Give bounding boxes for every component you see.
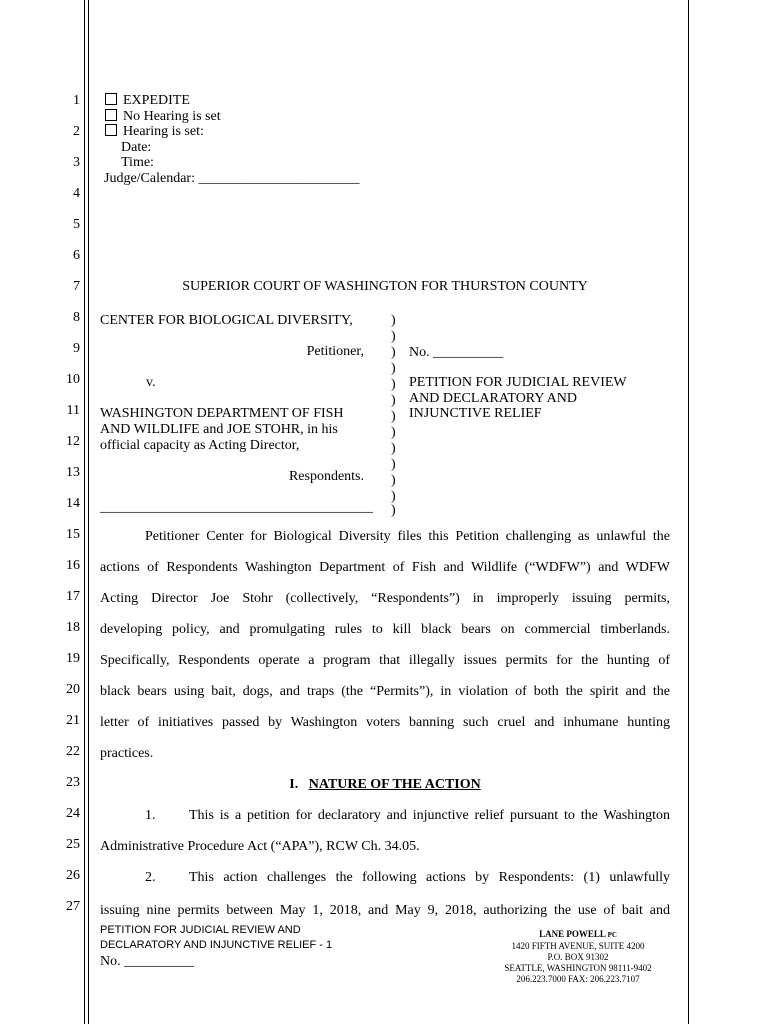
firm-address: 1420 FIFTH AVENUE, SUITE 4200 (511, 941, 645, 951)
caption-paren: ) (391, 489, 396, 504)
line-number: 15 (66, 527, 80, 542)
line-number: 11 (66, 403, 80, 418)
intro-line: letter of initiatives passed by Washington voters banning such cruel and inhumane hunting (100, 715, 670, 730)
caption-paren: ) (391, 473, 396, 488)
footer-document-caption: PETITION FOR JUDICIAL REVIEW AND DECLARATORY AND INJUNCTIVE RELIEF - 1 No. __________ (100, 924, 333, 969)
caption-paren: ) (391, 425, 396, 440)
caption-paren: ) (391, 393, 396, 408)
hearing-date: Date: (121, 140, 152, 155)
intro-line: actions of Respondents Washington Department of Fish and Wildlife (“WDFW”) and WDFW (100, 560, 670, 575)
checkbox-icon (105, 124, 117, 136)
line-number: 23 (66, 775, 80, 790)
line-number: 7 (73, 279, 80, 294)
caption-paren: ) (391, 409, 396, 424)
versus: v. (146, 375, 156, 390)
paragraph-number: 1. (145, 808, 156, 823)
case-number: No. __________ (409, 345, 504, 360)
caption-paren: ) (391, 313, 396, 328)
line-number: 20 (66, 682, 80, 697)
line-number: 16 (66, 558, 80, 573)
document-title-line: PETITION FOR JUDICIAL REVIEW (409, 375, 627, 390)
footer-firm-block (480, 929, 676, 985)
paragraph-line: This is a petition for declaratory and injunctive relief pursuant to the Washington (189, 808, 670, 823)
intro-line: Petitioner Center for Biological Diversity files this Petition challenging as unlawful the (145, 529, 670, 544)
caption-paren: ) (391, 377, 396, 392)
right-margin-rule (688, 0, 689, 1024)
respondent-name-line: AND WILDLIFE and JOE STOHR, in his (100, 422, 338, 437)
line-number: 17 (66, 589, 80, 604)
paragraph-number: 2. (145, 870, 156, 885)
left-margin-rule-outer (84, 0, 85, 1024)
intro-line: Specifically, Respondents operate a program that illegally issues permits for the hunting of (100, 653, 670, 668)
document-title-line: INJUNCTIVE RELIEF (409, 406, 542, 421)
caption-paren: ) (391, 441, 396, 456)
line-number: 25 (66, 837, 80, 852)
line-number: 21 (66, 713, 80, 728)
section-heading: I. NATURE OF THE ACTION (289, 777, 481, 792)
line-number: 5 (73, 217, 80, 232)
caption-paren: ) (391, 361, 396, 376)
caption-paren: ) (391, 503, 396, 518)
line-number: 4 (73, 186, 80, 201)
line-number: 18 (66, 620, 80, 635)
respondent-name-line: official capacity as Acting Director, (100, 438, 300, 453)
hearing-time: Time: (121, 155, 154, 170)
caption-paren: ) (391, 329, 396, 344)
paragraph-line: Administrative Procedure Act (“APA”), RCW Ch. 34.05. (100, 839, 420, 854)
line-number: 2 (73, 124, 80, 139)
line-number: 8 (73, 310, 80, 325)
court-title: SUPERIOR COURT OF WASHINGTON FOR THURSTON COUNTY (182, 279, 588, 294)
firm-name: LANE POWELL PC (539, 929, 617, 939)
firm-address: P.O. BOX 91302 (547, 952, 609, 962)
petitioner-name: CENTER FOR BIOLOGICAL DIVERSITY, (100, 313, 353, 328)
line-number: 22 (66, 744, 80, 759)
intro-line: black bears using bait, dogs, and traps (the “Permits”), in violation of both the spirit and the (100, 684, 670, 699)
paragraph-line: issuing nine permits between May 1, 2018, and May 9, 2018, authorizing the use of bait and (100, 903, 670, 918)
hearing-set-option: Hearing is set: (105, 124, 204, 140)
line-number: 14 (66, 496, 80, 511)
judge-calendar: Judge/Calendar: _______________________ (104, 171, 360, 186)
line-number: 3 (73, 155, 80, 170)
respondent-name-line: WASHINGTON DEPARTMENT OF FISH (100, 406, 344, 421)
line-number: 24 (66, 806, 80, 821)
paragraph-line: This action challenges the following actions by Respondents: (1) unlawfully (189, 870, 670, 885)
expedite-option: EXPEDITE (105, 93, 190, 109)
petitioner-label: Petitioner, (306, 344, 364, 359)
caption-paren: ) (391, 345, 396, 360)
intro-line: developing policy, and promulgating rules to kill black bears on commercial timberlands. (100, 622, 670, 637)
firm-phone: 206.223.7000 FAX: 206.223.7107 (516, 974, 640, 984)
line-number: 27 (66, 899, 80, 914)
checkbox-icon (105, 93, 117, 105)
firm-address: SEATTLE, WASHINGTON 98111-9402 (504, 963, 652, 973)
checkbox-icon (105, 109, 117, 121)
line-number: 13 (66, 465, 80, 480)
line-number: 9 (73, 341, 80, 356)
left-margin-rule-inner (88, 0, 89, 1024)
line-number: 1 (73, 93, 80, 108)
intro-line: practices. (100, 746, 154, 761)
line-number: 19 (66, 651, 80, 666)
intro-line: Acting Director Joe Stohr (collectively, “Respondents”) in improperly issuing permits, (100, 591, 670, 606)
line-number: 6 (73, 248, 80, 263)
line-number: 12 (66, 434, 80, 449)
no-hearing-option: No Hearing is set (105, 109, 221, 125)
document-title-line: AND DECLARATORY AND (409, 391, 578, 406)
caption-paren: ) (391, 457, 396, 472)
respondents-label: Respondents. (288, 469, 364, 484)
line-number: 10 (66, 372, 80, 387)
caption-bottom-rule: _______________________________________ (100, 500, 373, 515)
line-number: 26 (66, 868, 80, 883)
